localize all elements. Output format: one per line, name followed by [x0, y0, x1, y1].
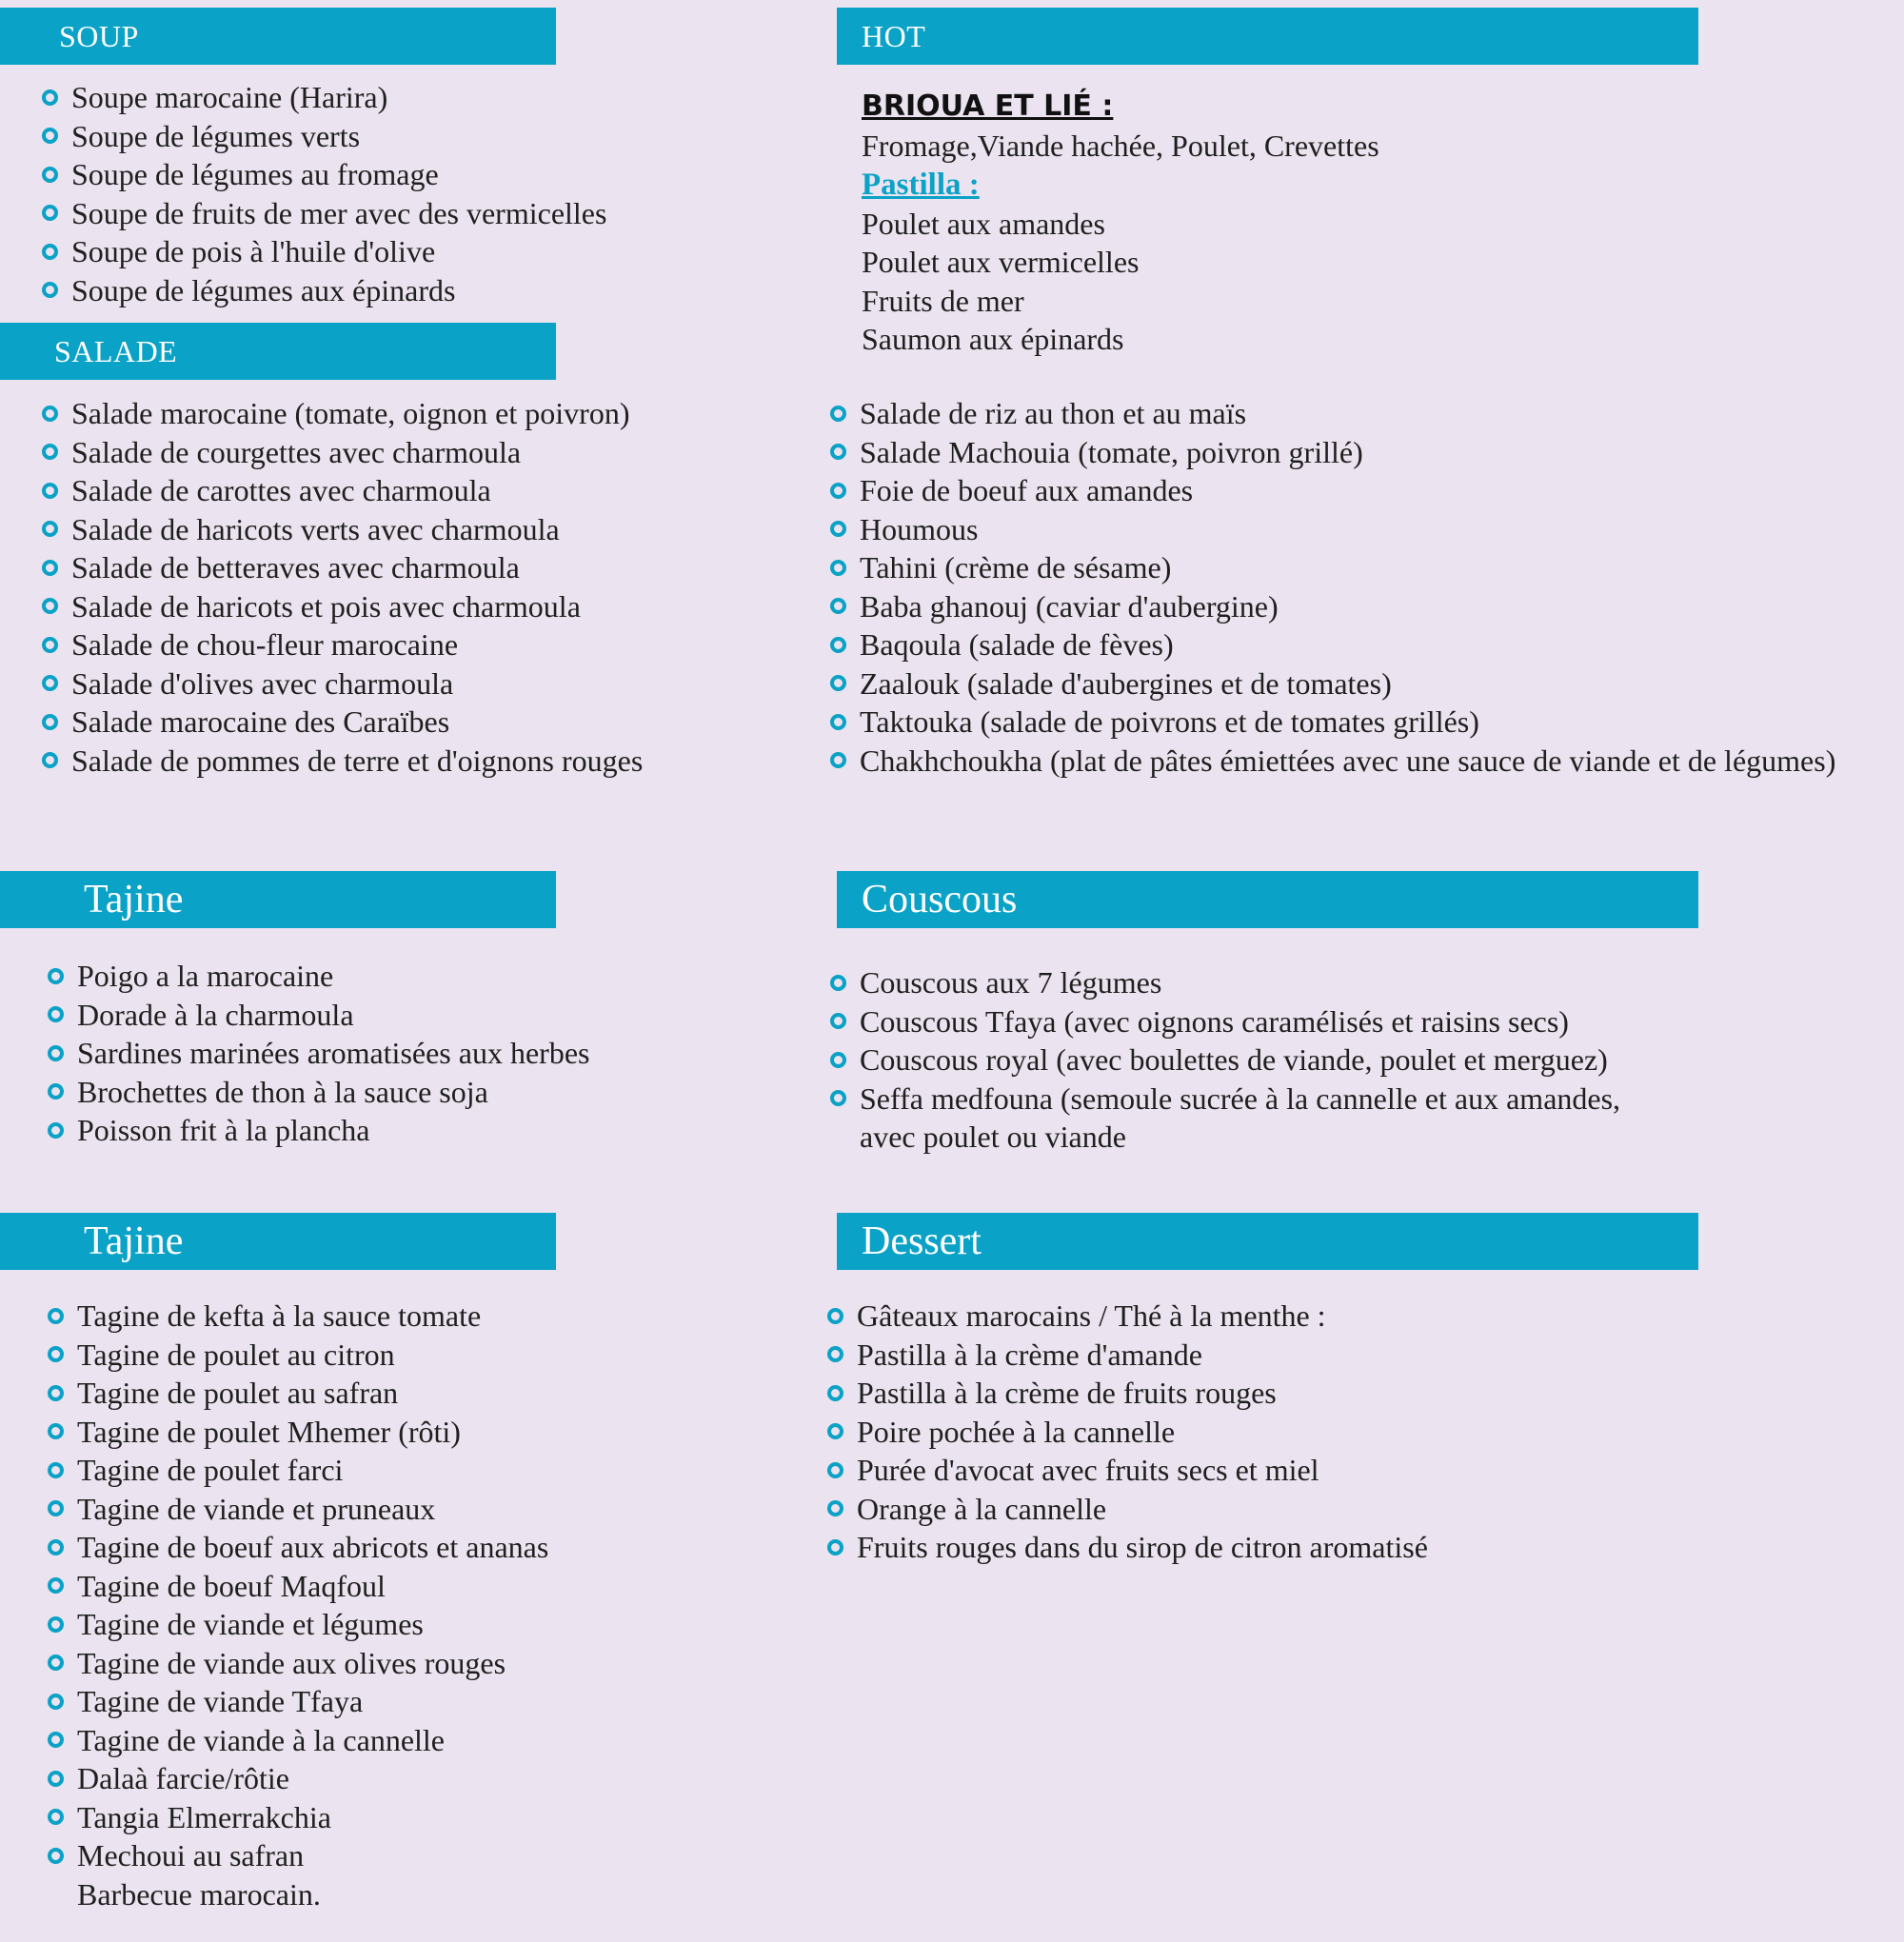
- briouat-text: Fromage,Viande hachée, Poulet, Crevettes: [862, 129, 1379, 163]
- dessert-item: [827, 1490, 1428, 1529]
- soup-item: [42, 155, 606, 194]
- bullet-icon: [830, 975, 846, 991]
- dessert-item-label: Fruits rouges dans du sirop de citron aromatisé: [857, 1530, 1428, 1564]
- salade-right-item-label: Chakhchoukha (plat de pâtes émiettées avec une sauce de viande et de légumes): [860, 743, 1836, 778]
- bullet-icon: [830, 1013, 846, 1029]
- salade-right-item: [830, 625, 1835, 664]
- couscous-header: [837, 871, 1698, 928]
- couscous-list: [830, 963, 1620, 1157]
- tajine-meat-item-label: Tagine de poulet au safran: [77, 1376, 399, 1410]
- tajine-fish-item: [48, 1111, 589, 1150]
- dessert-item: [827, 1297, 1428, 1336]
- soup-item-label: Soupe de pois à l'huile d'olive: [71, 234, 436, 268]
- dessert-item: [827, 1413, 1428, 1452]
- bullet-icon: [48, 1616, 64, 1633]
- soup-item: [42, 78, 606, 117]
- bullet-icon: [830, 598, 846, 614]
- salade-right-list: [830, 394, 1835, 780]
- bullet-icon: [42, 560, 58, 576]
- dessert-item-label: Gâteaux marocains / Thé à la menthe :: [857, 1298, 1326, 1333]
- couscous-item-label: Couscous aux 7 légumes: [860, 965, 1162, 1000]
- dessert-title: Dessert: [862, 1219, 982, 1263]
- tajine-fish-item-label: Sardines marinées aromatisées aux herbes: [77, 1036, 590, 1070]
- couscous-item: [830, 963, 1620, 1002]
- bullet-icon: [48, 1308, 64, 1324]
- dessert-item-label: Purée d'avocat avec fruits secs et miel: [857, 1453, 1319, 1487]
- tajine-meat-item-label: Barbecue marocain.: [77, 1876, 321, 1912]
- tajine-meat-title: Tajine: [84, 1219, 184, 1263]
- tajine-meat-item-label: Tangia Elmerrakchia: [77, 1799, 331, 1834]
- bullet-icon: [42, 752, 58, 768]
- bullet-icon: [830, 521, 846, 537]
- salade-item-label: Salade de chou-fleur marocaine: [71, 627, 459, 662]
- bullet-icon: [48, 1423, 64, 1439]
- bullet-icon: [48, 1732, 64, 1748]
- tajine-meat-item-label: Tagine de boeuf Maqfoul: [77, 1568, 386, 1603]
- couscous-item: [830, 1118, 1620, 1157]
- soup-item: [42, 271, 606, 310]
- bullet-icon: [42, 521, 58, 537]
- tajine-fish-item-label: Brochettes de thon à la sauce soja: [77, 1074, 488, 1109]
- bullet-icon: [42, 714, 58, 730]
- salade-right-item: [830, 548, 1835, 587]
- soup-title: SOUP: [59, 18, 139, 53]
- bullet-icon: [48, 1006, 64, 1022]
- salade-item-label: Salade marocaine (tomate, oignon et poivron): [71, 396, 630, 430]
- soup-item-label: Soupe de légumes aux épinards: [71, 272, 456, 307]
- bullet-icon: [42, 637, 58, 653]
- salade-list: [42, 394, 643, 780]
- tajine-meat-item: [48, 1644, 548, 1683]
- tajine-meat-item: [48, 1798, 548, 1837]
- couscous-item-label: Couscous Tfaya (avec oignons caramélisés et raisins secs): [860, 1003, 1569, 1039]
- bullet-icon: [830, 675, 846, 691]
- tajine-meat-item: [48, 1759, 548, 1798]
- salade-right-item: [830, 587, 1835, 626]
- soup-item: [42, 194, 606, 233]
- tajine-meat-item-label: Mechoui au safran: [77, 1838, 305, 1873]
- bullet-icon: [42, 244, 58, 260]
- tajine-fish-item: [48, 1034, 589, 1073]
- salade-right-item-label: Tahini (crème de sésame): [860, 550, 1172, 585]
- salade-item: [42, 510, 643, 549]
- bullet-icon: [48, 1122, 64, 1139]
- soup-item-label: Soupe de légumes verts: [71, 118, 361, 153]
- couscous-title: Couscous: [862, 878, 1018, 921]
- tajine-meat-item: [48, 1451, 548, 1490]
- tajine-meat-item: [48, 1413, 548, 1452]
- pastilla-item: Fruits de mer: [862, 284, 1024, 318]
- tajine-meat-item-label: Dalaà farcie/rôtie: [77, 1761, 289, 1795]
- dessert-header: [837, 1213, 1698, 1270]
- dessert-item-label: Pastilla à la crème d'amande: [857, 1337, 1202, 1372]
- bullet-icon: [48, 1083, 64, 1100]
- salade-right-item: [830, 664, 1835, 703]
- salade-item-label: Salade de pommes de terre et d'oignons rouges: [71, 743, 644, 778]
- tajine-meat-item: [48, 1336, 548, 1375]
- tajine-meat-item: [48, 1297, 548, 1336]
- tajine-meat-item-label: Tagine de viande à la cannelle: [77, 1722, 445, 1757]
- pastilla-item: Poulet aux amandes: [862, 207, 1105, 241]
- bullet-icon: [827, 1308, 843, 1324]
- salade-item: [42, 742, 643, 781]
- bullet-icon: [827, 1385, 843, 1401]
- tajine-fish-item: [48, 957, 589, 996]
- salade-item-label: Salade de courgettes avec charmoula: [71, 434, 522, 469]
- dessert-list: [827, 1297, 1428, 1567]
- tajine-meat-item-label: Tagine de viande et pruneaux: [77, 1491, 436, 1526]
- soup-item-label: Soupe de légumes au fromage: [71, 157, 439, 191]
- tajine-meat-item: [48, 1528, 548, 1567]
- bullet-icon: [48, 1045, 64, 1061]
- salade-item-label: Salade de carottes avec charmoula: [71, 473, 491, 507]
- bullet-icon: [48, 1771, 64, 1787]
- bullet-icon: [42, 675, 58, 691]
- salade-item: [42, 587, 643, 626]
- pastilla-item: Saumon aux épinards: [862, 322, 1124, 356]
- salade-right-item-label: Salade de riz au thon et au maïs: [860, 396, 1247, 430]
- dessert-item-label: Orange à la cannelle: [857, 1491, 1107, 1526]
- salade-item-label: Salade d'olives avec charmoula: [71, 665, 454, 701]
- bullet-icon: [48, 1539, 64, 1556]
- tajine-meat-item: [48, 1875, 548, 1914]
- soup-list: [42, 78, 606, 309]
- salade-right-item: [830, 742, 1835, 781]
- bullet-icon: [830, 444, 846, 460]
- salade-right-item-label: Baqoula (salade de fèves): [860, 627, 1174, 662]
- salade-item: [42, 664, 643, 703]
- tajine-fish-item-label: Poisson frit à la plancha: [77, 1113, 370, 1147]
- tajine-meat-item-label: Tagine de boeuf aux abricots et ananas: [77, 1530, 549, 1564]
- tajine-meat-item-label: Tagine de poulet Mhemer (rôti): [77, 1414, 461, 1449]
- tajine-meat-item: [48, 1490, 548, 1529]
- salade-right-item-label: Houmous: [860, 511, 979, 546]
- dessert-item: [827, 1528, 1428, 1567]
- bullet-icon: [830, 560, 846, 576]
- bullet-icon: [830, 752, 846, 768]
- tajine-fish-item-label: Poigo a la marocaine: [77, 959, 334, 993]
- couscous-item-label: Couscous royal (avec boulettes de viande, poulet et merguez): [860, 1042, 1608, 1077]
- bullet-icon: [42, 205, 58, 221]
- bullet-icon: [827, 1423, 843, 1439]
- bullet-icon: [42, 128, 58, 144]
- bullet-icon: [827, 1539, 843, 1556]
- salade-item: [42, 394, 643, 433]
- tajine-meat-item: [48, 1682, 548, 1721]
- bullet-icon: [42, 167, 58, 183]
- bullet-icon: [48, 1346, 64, 1362]
- soup-item: [42, 232, 606, 271]
- salade-item: [42, 703, 643, 742]
- tajine-meat-item-label: Tagine de kefta à la sauce tomate: [77, 1298, 482, 1333]
- bullet-icon: [48, 1655, 64, 1671]
- soup-item-label: Soupe de fruits de mer avec des vermicelles: [71, 195, 607, 230]
- dessert-item: [827, 1336, 1428, 1375]
- salade-right-item: [830, 433, 1835, 472]
- tajine-meat-item: [48, 1374, 548, 1413]
- tajine-meat-item-label: Tagine de poulet au citron: [77, 1337, 395, 1372]
- couscous-item: [830, 1040, 1620, 1080]
- tajine-meat-item-label: Tagine de viande Tfaya: [77, 1684, 364, 1718]
- salade-item-label: Salade de haricots verts avec charmoula: [71, 511, 560, 546]
- bullet-icon: [42, 483, 58, 499]
- salade-right-item: [830, 471, 1835, 510]
- salade-item: [42, 548, 643, 587]
- dessert-item-label: Poire pochée à la cannelle: [857, 1414, 1176, 1449]
- tajine-meat-list: [48, 1297, 548, 1913]
- tajine-meat-item: [48, 1605, 548, 1644]
- bullet-icon: [830, 714, 846, 730]
- soup-item: [42, 117, 606, 156]
- bullet-icon: [830, 1052, 846, 1068]
- bullet-icon: [48, 1694, 64, 1710]
- salade-item: [42, 625, 643, 664]
- salade-right-item: [830, 394, 1835, 433]
- bullet-icon: [42, 282, 58, 298]
- bullet-icon: [830, 483, 846, 499]
- bullet-icon: [827, 1346, 843, 1362]
- briouat-title: BRIOUA ET LIÉ :: [862, 89, 1114, 123]
- salade-item-label: Salade de betteraves avec charmoula: [71, 550, 520, 585]
- bullet-icon: [48, 1809, 64, 1825]
- salade-right-item-label: Baba ghanouj (caviar d'aubergine): [860, 588, 1279, 624]
- salade-right-item: [830, 703, 1835, 742]
- tajine-fish-item: [48, 996, 589, 1035]
- bullet-icon: [48, 1848, 64, 1864]
- tajine-fish-item: [48, 1073, 589, 1112]
- tajine-meat-item: [48, 1721, 548, 1760]
- hot-header: [837, 8, 1698, 65]
- salade-item-label: Salade marocaine des Caraïbes: [71, 704, 450, 739]
- tajine-fish-header: [0, 871, 556, 928]
- bullet-icon: [42, 89, 58, 106]
- bullet-icon: [48, 1462, 64, 1478]
- soup-item-label: Soupe marocaine (Harira): [71, 80, 388, 114]
- tajine-meat-header: [0, 1213, 556, 1270]
- soup-header: [0, 8, 556, 65]
- salade-item: [42, 433, 643, 472]
- tajine-meat-item: [48, 1836, 548, 1875]
- tajine-meat-item-label: Tagine de poulet farci: [77, 1453, 344, 1487]
- tajine-fish-item-label: Dorade à la charmoula: [77, 997, 354, 1032]
- bullet-icon: [830, 406, 846, 422]
- bullet-icon: [827, 1462, 843, 1478]
- bullet-icon: [830, 637, 846, 653]
- couscous-item: [830, 1002, 1620, 1041]
- bullet-icon: [48, 1577, 64, 1594]
- salade-right-item: [830, 510, 1835, 549]
- dessert-item: [827, 1451, 1428, 1490]
- bullet-icon: [42, 444, 58, 460]
- salade-header: [0, 323, 556, 380]
- bullet-icon: [42, 598, 58, 614]
- salade-right-item-label: Zaalouk (salade d'aubergines et de tomates): [860, 665, 1392, 701]
- bullet-icon: [48, 968, 64, 984]
- tajine-meat-item-label: Tagine de viande et légumes: [77, 1607, 424, 1641]
- couscous-item-label: Seffa medfouna (semoule sucrée à la cannelle et aux amandes,: [860, 1080, 1621, 1116]
- bullet-icon: [42, 406, 58, 422]
- salade-item-label: Salade de haricots et pois avec charmoula: [71, 588, 581, 624]
- tajine-fish-title: Tajine: [84, 878, 184, 921]
- couscous-item-label: avec poulet ou viande: [860, 1120, 1126, 1154]
- salade-title: SALADE: [54, 333, 178, 368]
- salade-right-item-label: Taktouka (salade de poivrons et de tomates grillés): [860, 704, 1479, 739]
- tajine-fish-list: [48, 957, 589, 1150]
- couscous-item: [830, 1080, 1620, 1119]
- bullet-icon: [827, 1500, 843, 1516]
- pastilla-title: Pastilla :: [862, 168, 980, 202]
- dessert-item-label: Pastilla à la crème de fruits rouges: [857, 1376, 1277, 1410]
- salade-right-item-label: Salade Machouia (tomate, poivron grillé): [860, 434, 1363, 469]
- tajine-meat-item: [48, 1567, 548, 1606]
- salade-right-item-label: Foie de boeuf aux amandes: [860, 473, 1194, 507]
- hot-title: HOT: [862, 18, 926, 53]
- bullet-icon: [830, 1090, 846, 1106]
- bullet-icon: [48, 1500, 64, 1516]
- tajine-meat-item-label: Tagine de viande aux olives rouges: [77, 1645, 506, 1680]
- dessert-item: [827, 1374, 1428, 1413]
- pastilla-item: Poulet aux vermicelles: [862, 245, 1140, 279]
- salade-item: [42, 471, 643, 510]
- bullet-icon: [48, 1385, 64, 1401]
